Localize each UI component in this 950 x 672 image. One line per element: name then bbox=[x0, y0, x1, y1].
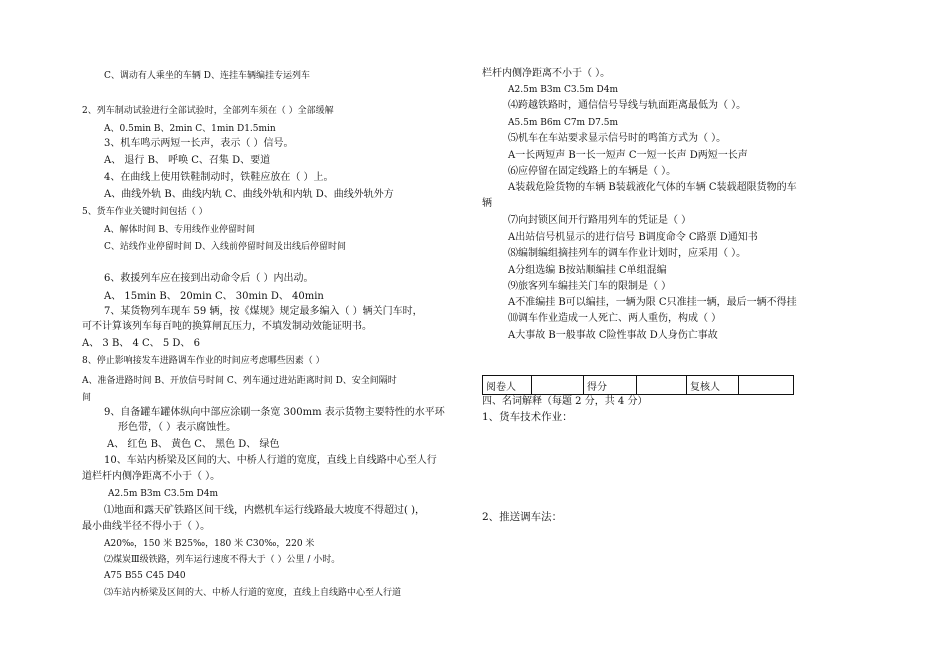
grading-row bbox=[483, 376, 794, 395]
score-label: 得分 bbox=[584, 376, 637, 395]
option-line: A2.5m B3m C3.5m D4m bbox=[108, 489, 219, 499]
option-line: C、站线作业停留时间 D、入线前停留时间及出线后停留时间 bbox=[104, 242, 346, 252]
question-line: 最小曲线半径不得小于（ ）。 bbox=[82, 521, 211, 532]
option-line: A、 退行 B、 呼唤 C、召集 D、要道 bbox=[104, 155, 271, 166]
option-line: A出站信号机显示的进行信号 B调度命令 C路票 D通知书 bbox=[508, 232, 758, 243]
score-cell[interactable] bbox=[637, 376, 687, 395]
option-line: A、 3 B、 4 C、 5 D、 6 bbox=[82, 338, 200, 349]
question-line: ⑽调车作业造成一人死亡、两人重伤，构成（ ） bbox=[508, 313, 722, 324]
option-line: A、准备进路时间 B、开放信号时间 C、列车通过进站距离时间 D、安全间隔时 bbox=[82, 376, 397, 386]
option-line: A一长两短声 B一长一短声 C一短一长声 D两短一长声 bbox=[508, 150, 748, 161]
question-line: ⑴地面和露天矿铁路区间干线，内燃机车运行线路最大坡度不得超过( )， bbox=[104, 505, 425, 516]
option-line: A分组选编 B按站顺编挂 C单组混编 bbox=[508, 265, 667, 276]
question-line: ⑷跨越铁路时，通信信号导线与轨面距离最低为（ ）。 bbox=[508, 100, 747, 111]
option-line: A5.5m B6m C7m D7.5m bbox=[508, 118, 619, 128]
question-line: 5、货车作业关键时间包括（ ） bbox=[82, 207, 208, 217]
option-line: 辆 bbox=[482, 198, 492, 209]
question-line: ⑶车站内桥梁及区间的大、中桥人行道的宽度，直线上自线路中心至人行道 bbox=[104, 588, 402, 598]
question-line: ⑼旅客列车编挂关门车的限制是（ ） bbox=[508, 281, 672, 292]
question-line: C、调动有人乘坐的车辆 D、连挂车辆编挂专运列车 bbox=[104, 71, 310, 81]
term-question: 2、推送调车法： bbox=[482, 511, 563, 523]
question-line: 6、救援列车应在接到出动命令后（ ）内出动。 bbox=[104, 273, 314, 284]
option-line: A装载危险货物的车辆 B装载液化气体的车辆 C装载超限货物的车 bbox=[508, 182, 797, 193]
option-line: A不准编挂 B可以编挂，一辆为限 C只准挂一辆，最后一辆不得挂 bbox=[508, 297, 797, 308]
question-line: 2、列车制动试验进行全部试验时，全部列车须在（ ）全部缓解 bbox=[82, 106, 334, 116]
question-line: ⑸机车在车站要求显示信号时的鸣笛方式为（ ）。 bbox=[508, 133, 727, 144]
question-line: ⑻编制编组摘挂列车的调车作业计划时，应采用（ ）。 bbox=[508, 248, 747, 259]
option-line: A、解体时间 B、专用线作业停留时间 bbox=[104, 225, 255, 235]
section-title: 四、名词解释（每题 2 分，共 4 分） bbox=[482, 396, 648, 407]
question-line: 3、机车鸣示两短一长声，表示（ ）信号。 bbox=[104, 138, 294, 149]
question-line: 7、某货物列车现车 59 辆，按《煤规》规定最多编入（ ）辆关门车时， bbox=[104, 306, 423, 317]
question-line: ⑹应停留在固定线路上的车辆是（ ）。 bbox=[508, 166, 677, 177]
option-line: A75 B55 C45 D40 bbox=[104, 571, 186, 581]
grader-cell[interactable] bbox=[532, 376, 584, 395]
question-line: ⑵煤炭Ⅲ级铁路，列车运行速度不得大于（ ）公里 / 小时。 bbox=[104, 555, 341, 565]
question-line: 9、自备罐车罐体纵向中部应涂刷一条宽 300mm 表示货物主要特性的水平环 bbox=[104, 407, 445, 418]
question-line: 可不计算该列车每百吨的换算闸瓦压力，不填发制动效能证明书。 bbox=[82, 321, 372, 332]
term-question: 1、货车技术作业： bbox=[482, 411, 573, 423]
grading-table bbox=[482, 375, 794, 395]
reviewer-label: 复核人 bbox=[687, 376, 739, 395]
option-line: 间 bbox=[82, 393, 92, 403]
question-line: 形色带，（ ）表示腐蚀性。 bbox=[118, 422, 237, 433]
option-line: A大事故 B一般事故 C险性事故 D人身伤亡事故 bbox=[508, 330, 718, 341]
option-line: A20‰，150 米 B25‰，180 米 C30‰，220 米 bbox=[104, 539, 315, 549]
question-line: 10、车站内桥梁及区间的大、中桥人行道的宽度，直线上自线路中心至人行 bbox=[104, 455, 437, 466]
question-line: 道栏杆内侧净距离不小于（ ）。 bbox=[82, 471, 221, 482]
question-line: 4、在曲线上使用铁鞋制动时，铁鞋应放在（ ）上。 bbox=[104, 172, 334, 183]
option-line: A、0.5min B、2min C、1min D1.5min bbox=[104, 124, 276, 134]
reviewer-cell[interactable] bbox=[739, 376, 794, 395]
question-line: 8、停止影响接发车进路调车作业的时间应考虑哪些因素（ ） bbox=[82, 356, 325, 366]
option-line: A、 红色 B、 黄色 C、 黑色 D、 绿色 bbox=[107, 439, 280, 450]
question-line: ⑺向封锁区间开行路用列车的凭证是（ ） bbox=[508, 215, 692, 226]
question-line: 栏杆内侧净距离不小于（ ）。 bbox=[482, 68, 611, 79]
grader-label: 阅卷人 bbox=[483, 376, 532, 395]
option-line: A、 15min B、 20min C、 30min D、 40min bbox=[104, 291, 324, 302]
option-line: A2.5m B3m C3.5m D4m bbox=[508, 85, 619, 95]
option-line: A、曲线外轨 B、曲线内轨 C、曲线外轨和内轨 D、曲线外轨外方 bbox=[104, 189, 394, 200]
